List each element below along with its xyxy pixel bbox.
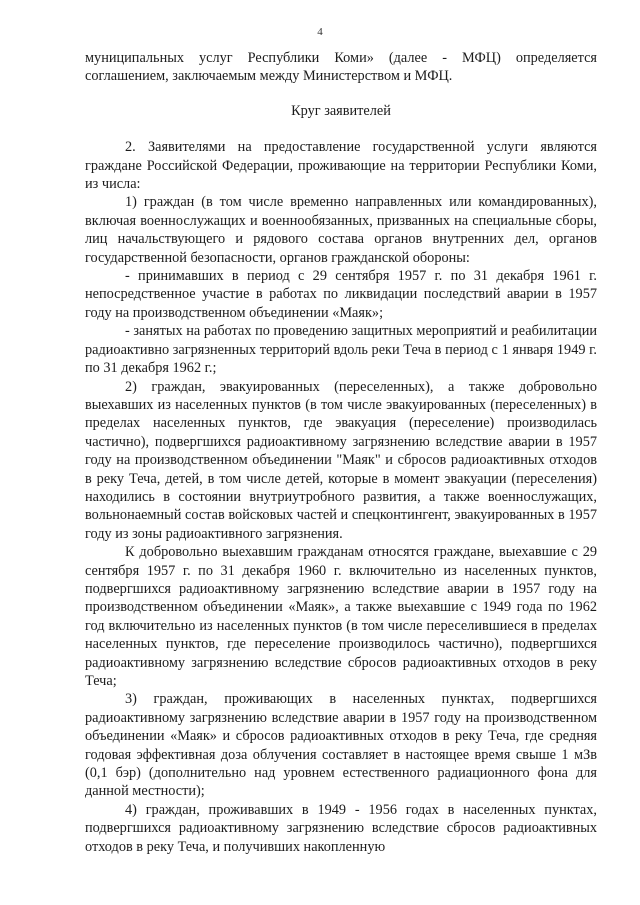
paragraph-item-2: 2. Заявителями на предоставление государственной услуги являются граждане Российской Федерации, проживающие на территории Республики Коми, из числа: xyxy=(85,139,597,193)
page-number: 4 xyxy=(317,26,323,38)
intro-paragraph: муниципальных услуг Республики Коми» (далее - МФЦ) определяется соглашением, заключаемым между Министерством и МФЦ. xyxy=(85,50,597,85)
paragraph-dash-mayak-participants: - принимавших в период с 29 сентября 1957 г. по 31 декабря 1961 г. непосредственное участие в работах по ликвидации последствий аварии в 1957 году на производственном объединении «Маяк»; xyxy=(85,268,597,321)
paragraph-dash-techa-works: - занятых на работах по проведению защитных мероприятий и реабилитации радиоактивно загрязненных территорий вдоль реки Теча в период с 1 января 1949 г. по 31 декабря 1962 г.; xyxy=(85,323,597,377)
paragraph-subitem-3: 3) граждан, проживающих в населенных пунктах, подвергшихся радиоактивному загрязнению вследствие аварии в 1957 году на производственном объединении «Маяк» и сбросов радиоактивных отходов в реку Теча, где средняя годовая эффективная доза облучения составляет в настоящее время свыше 1 мЗв (0,1 бэр) (дополнительно над уровнем естественного радиационного фона для данной местности); xyxy=(85,691,597,800)
document-body xyxy=(85,49,597,856)
paragraph-subitem-1: 1) граждан (в том числе временно направленных или командированных), включая военнослужащих и военнообязанных, призванных на специальные сборы, лиц начальствующего и рядового состава органов внутренних дел, органов государственной безопасности, органов гражданской обороны: xyxy=(85,194,597,266)
paragraph-subitem-2: 2) граждан, эвакуированных (переселенных), а также добровольно выехавших из населенных пунктов (в том числе эвакуированных (переселенных) в пределах населенных пунктов, где эвакуация (переселение) производилась частично), подвергшихся радиоактивному загрязнению вследствие аварии в 1957 году на производственном объединении "Маяк" и сбросов радиоактивных отходов в реку Теча, детей, в том числе детей, которые в момент эвакуации (переселения) находились в состоянии внутриутробного развития, а также военнослужащих, вольнонаемный состав войсковых частей и спецконтингент, эвакуированных в 1957 году из зоны радиоактивного загрязнения. xyxy=(85,378,597,542)
section-title: Круг заявителей xyxy=(291,102,391,119)
paragraph-subitem-4: 4) граждан, проживавших в 1949 - 1956 годах в населенных пунктах, подвергшихся радиоактивному загрязнению вследствие сбросов радиоактивных отходов в реку Теча, и получивших накопленную xyxy=(85,801,597,855)
paragraph-voluntary-departure: К добровольно выехавшим гражданам относятся граждане, выехавшие с 29 сентября 1957 г. по 31 декабря 1960 г. включительно из населенных пунктов, подвергшихся радиоактивному загрязнению вследствие аварии в 1957 году на производственном объединении «Маяк», а также выехавшие с 1949 года по 1962 год включительно из населенных пунктов (в том числе переселившиеся в пределах населенных пунктов, где переселение производилось частично), подвергшихся радиоактивному загрязнению вследствие сбросов радиоактивных отходов в реку Теча; xyxy=(85,544,597,689)
